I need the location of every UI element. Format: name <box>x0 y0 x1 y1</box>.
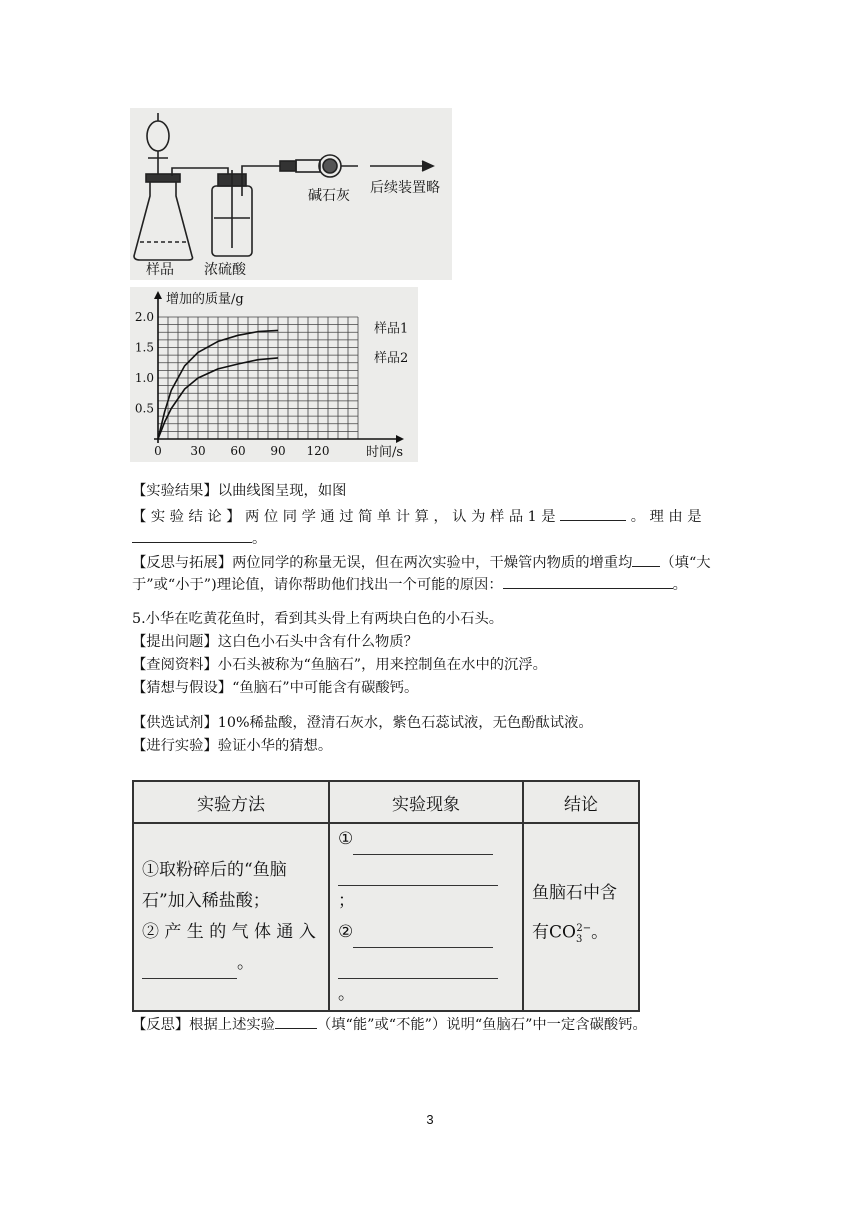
label-soda-lime: 碱石灰 <box>308 188 350 204</box>
q4-reason-line <box>132 527 728 549</box>
q4-cause-blank[interactable] <box>503 573 673 589</box>
mass-chart-svg <box>130 287 418 462</box>
obs-line2 <box>338 855 514 917</box>
series-label-2: 样品2 <box>374 350 409 366</box>
q4-reflect-text: 【反思与拓展】两位同学的称量无误，但在两次实验中，干燥管内物质的增重均 <box>132 555 633 571</box>
y-axis-arrow <box>154 291 162 299</box>
q4-reflect-end: 。 <box>672 577 687 593</box>
conclusion-sup: 2− <box>576 923 592 935</box>
x-tick-label: 0 <box>154 444 162 458</box>
q5-reference: 【查阅资料】小石头被称为“鱼脑石”，用来控制鱼在水中的沉浮。 <box>132 657 547 673</box>
obs-line3 <box>338 917 514 948</box>
label-follow-up: 后续装置略 <box>370 180 440 196</box>
header-observation: 实验现象 <box>329 781 523 823</box>
x-tick-label: 120 <box>306 444 330 458</box>
q5-intro: 5.小华在吃黄花鱼时，看到其头骨上有两块白色的小石头。 <box>132 611 504 627</box>
y-tick-label: 1.5 <box>134 340 154 355</box>
page-number: 3 <box>426 1112 434 1127</box>
obs-line1 <box>338 824 514 855</box>
q5-reflection-b: （填“能”或“不能”）说明“鱼脑石”中一定含碳酸钙。 <box>316 1017 647 1033</box>
conclusion-text: 鱼脑石中含有CO <box>532 883 617 944</box>
q5-reflection-blank[interactable] <box>275 1013 317 1029</box>
y-axis-label: 增加的质量/g <box>166 292 244 307</box>
q4-sample1-blank[interactable] <box>560 505 626 521</box>
cell-method <box>133 823 329 1011</box>
cell-observation <box>329 823 523 1011</box>
apparatus-figure <box>130 108 452 280</box>
header-method: 实验方法 <box>133 781 329 823</box>
q4-conclusion-line <box>132 505 728 527</box>
obs-blank-1a[interactable] <box>353 832 493 855</box>
q4-reason-end: 。 <box>252 531 267 547</box>
q4-reflect-line1 <box>132 551 728 573</box>
y-tick-label: 1.0 <box>134 371 154 385</box>
q4-compare-blank[interactable] <box>632 551 660 567</box>
cell-conclusion <box>523 823 639 1011</box>
obs-sep: ； <box>338 891 355 911</box>
obs-blank-2a[interactable] <box>353 925 493 948</box>
experiment-table <box>132 780 640 1012</box>
obs-end: 。 <box>338 984 355 1004</box>
q4-result: 【实验结果】以曲线图呈现，如图 <box>132 483 347 499</box>
header-conclusion: 结论 <box>523 781 639 823</box>
label-sample: 样品 <box>146 262 174 278</box>
q5-reflection-a: 【反思】根据上述实验 <box>132 1017 275 1033</box>
x-tick-label: 90 <box>270 444 286 458</box>
x-axis-label: 时间/s <box>366 445 404 460</box>
q5-reflection-line <box>132 1013 728 1035</box>
x-tick-label: 60 <box>230 444 246 458</box>
obs-blank-1b[interactable] <box>338 863 498 886</box>
obs-marker2: ② <box>338 922 354 942</box>
method-end: 。 <box>237 953 254 973</box>
q4-reason-blank[interactable] <box>132 527 252 543</box>
q4-reason-label: 。 理 由 是 <box>630 509 702 525</box>
y-tick-label: 0.5 <box>134 401 154 416</box>
q4-reflect-text2: 于”或“小于”)理论值，请你帮助他们找出一个可能的原因： <box>132 577 503 593</box>
method-step2-line <box>142 917 320 979</box>
obs-blank-2b[interactable] <box>338 956 498 979</box>
x-tick-label: 30 <box>190 444 206 458</box>
x-axis-arrow <box>396 435 404 443</box>
q4-reflect-hint: （填“大 <box>660 555 711 571</box>
label-acid: 浓硫酸 <box>204 262 246 278</box>
q5-hypothesis: 【猜想与假设】“鱼脑石”中可能含有碳酸钙。 <box>132 680 419 696</box>
apparatus-drawing <box>130 108 452 280</box>
q4-reflect-line2 <box>132 573 728 595</box>
series-label-1: 样品1 <box>374 321 409 337</box>
method-step2: ② 产 生 的 气 体 通 入 <box>142 922 316 942</box>
conclusion-sub: 3 <box>575 934 583 946</box>
conclusion-end: 。 <box>591 923 609 944</box>
q4-conclusion-text: 【 实 验 结 论 】 两 位 同 学 通 过 简 单 计 算 ， 认 为 样 品 1 是 <box>132 509 556 525</box>
y-tick-label: 2.0 <box>134 310 154 324</box>
q5-question: 【提出问题】这白色小石头中含有什么物质？ <box>132 634 418 650</box>
method-reagent-blank[interactable] <box>142 956 237 979</box>
method-step1: ①取粉碎后的“鱼脑石”加入稀盐酸； <box>142 860 287 911</box>
q5-reagents: 【供选试剂】10%稀盐酸，澄清石灰水，紫色石蕊试液，无色酚酞试液。 <box>132 715 593 731</box>
q5-experiment: 【进行实验】验证小华的猜想。 <box>132 738 333 754</box>
obs-line4 <box>338 948 514 1010</box>
mass-chart <box>130 287 418 462</box>
obs-marker1: ① <box>338 829 354 849</box>
